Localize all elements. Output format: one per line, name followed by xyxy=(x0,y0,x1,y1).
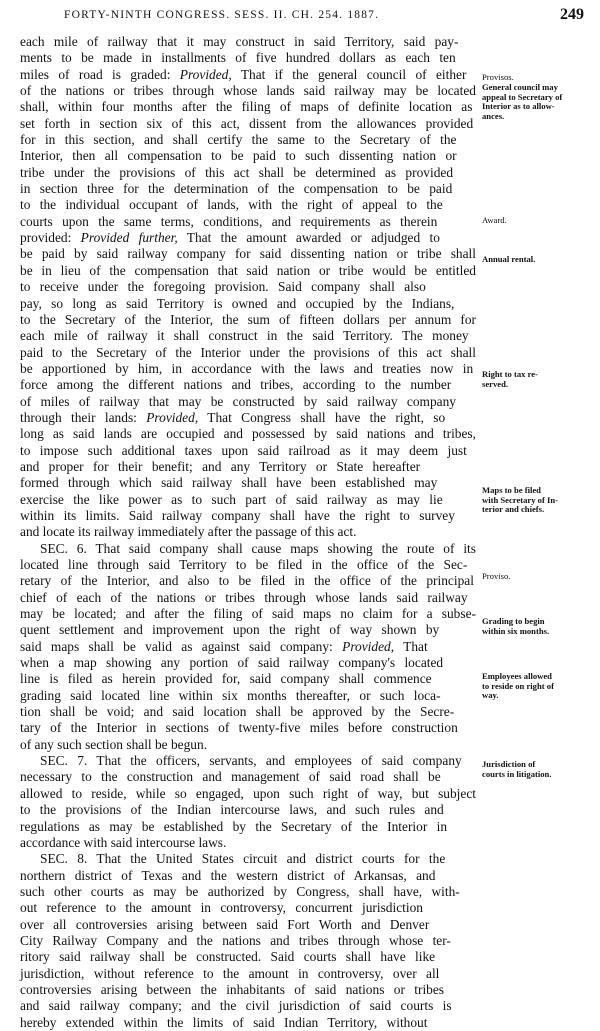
margin-note-line: Interior as to allow- xyxy=(482,101,555,112)
body-line: regulations as may be established by the Secretary of the Interior in xyxy=(20,818,448,834)
body-line: miles of road is graded: Provided, That if the general council of either xyxy=(20,66,467,82)
body-line: pay, so long as said Territory is owned and occupied by the Indians, xyxy=(20,295,455,311)
body-line: to receive under the foregoing provision. Said company shall also xyxy=(20,279,426,295)
margin-note-line: General council may xyxy=(482,82,558,92)
margin-note-jurisdiction-of-courts xyxy=(482,760,592,779)
margin-note-line: Right to tax re- xyxy=(482,369,538,379)
running-head: FORTY-NINTH CONGRESS. SESS. II. CH. 254. 1887. xyxy=(64,9,380,21)
body-line: of miles of railway that may be constructed by said railway company xyxy=(20,393,456,409)
margin-note-maps-to-be-filed xyxy=(482,486,592,515)
margin-note-line: Proviso. xyxy=(482,571,511,581)
body-line: tary of the Interior in sections of twenty-five miles before construction xyxy=(20,720,458,736)
body-line: when a map showing any portion of said railway company's located xyxy=(20,655,444,671)
margin-note-right-to-tax xyxy=(482,370,592,389)
margin-note-line: Employees allowed xyxy=(482,671,552,681)
body-line: to the provisions of the Indian intercourse laws, and such rules and xyxy=(20,802,444,818)
body-line: retary of the Interior, and also to be filed in the office of the principal xyxy=(20,573,474,589)
body-line: such other courts as may be authorized by Congress, shall have, with- xyxy=(20,883,460,899)
margin-note-general-council-appeal xyxy=(482,83,592,121)
margin-note-line: Provisos. xyxy=(482,72,514,82)
body-line: hereby extended within the limits of said Indian Territory, without xyxy=(20,1014,428,1030)
body-line: of the nations or tribes through whose lands said railway may be located xyxy=(20,83,476,99)
body-line: exercise the like power as to such part of said railway as may lie xyxy=(20,491,443,507)
body-line: to the Secretary of the Interior, the sum of fifteen dollars per annum for xyxy=(20,311,476,327)
body-line: and said railway company; and the civil jurisdiction of said courts is xyxy=(20,998,452,1014)
body-line: chief of each of the nations or tribes through whose lands said railway xyxy=(20,589,468,605)
body-line: accordance with said intercourse laws. xyxy=(20,834,227,850)
body-line: to impose such additional taxes upon said railroad as it may deem just xyxy=(20,442,467,458)
body-line: each mile of railway that it may construct in said Territory, said pay- xyxy=(20,34,459,49)
body-line: located line through said Territory to be filed in the office of the Sec- xyxy=(20,557,468,572)
margin-note-line: Maps to be filed xyxy=(482,485,541,495)
margin-note-line: terior and chiefs. xyxy=(482,504,545,515)
margin-note-line: Grading to begin xyxy=(482,616,545,626)
body-line: tribe under the provisions of this act shall be determined as provided xyxy=(20,164,454,180)
body-line: shall, within four months after the filing of maps of definite location as xyxy=(20,99,473,115)
body-line: paid to the Secretary of the Interior under the provisions of this act shall xyxy=(20,344,476,360)
body-line: for in this section, and shall certify the same to the Secretary of the xyxy=(20,132,457,148)
body-line: each mile of railway it shall construct in the said Territory. The money xyxy=(20,328,469,344)
body-line: be in lieu of the compensation that said nation or tribe would be entitled xyxy=(20,262,476,278)
body-line: may be located; and after the filing of said maps no claim for a subse- xyxy=(20,606,476,622)
body-line: over all controversies arising between said Fort Worth and Denver xyxy=(20,916,430,932)
margin-note-line: appeal to Secretary of xyxy=(482,91,563,102)
body-line: Interior, then all compensation to be paid to such dissenting nation or xyxy=(20,148,457,164)
body-line: out reference to the amount in controversy, concurrent jurisdiction xyxy=(20,900,423,916)
body-line: SEC. 8. That the United States circuit and district courts for the xyxy=(40,851,446,867)
page-number: 249 xyxy=(560,6,584,23)
margin-note-line: ances. xyxy=(482,110,505,121)
body-line: of any such section shall be begun. xyxy=(20,736,208,752)
body-line: courts upon the same terms, conditions, and requirements as therein xyxy=(20,213,438,229)
margin-note-line: within six months. xyxy=(482,625,550,636)
body-line: said maps shall be valid as against said company: Provided, That xyxy=(20,638,428,654)
body-line: and proper for their benefit; and any Territory or State hereafter xyxy=(20,458,421,474)
margin-note-line: way. xyxy=(482,690,499,701)
body-line: grading said located line within six months thereafter, or such loca- xyxy=(20,687,441,703)
margin-note-line: to reside on right of xyxy=(482,680,554,691)
statute-body-text xyxy=(20,34,476,1031)
margin-note-grading-to-begin xyxy=(482,617,592,636)
body-line: line is filed as herein provided for, said company shall commence xyxy=(20,671,432,687)
page-header xyxy=(0,0,600,28)
body-line: allowed to reside, while so engaged, upon such right of way, but subject xyxy=(20,785,476,801)
body-line: necessary to the construction and management of said road shall be xyxy=(20,769,441,785)
margin-note-line: Jurisdiction of xyxy=(482,759,536,769)
body-line: City Railway Company and the nations and tribes through whose ter- xyxy=(20,932,451,948)
body-line: to the individual occupant of lands, with the right of appeal to the xyxy=(20,197,443,213)
body-line: within its limits. Said railway company shall have the right to survey xyxy=(20,507,455,523)
body-line: quent settlement and improvement upon the right of way shown by xyxy=(20,622,440,638)
body-line: ments to be made in installments of five hundred dollars as each ten xyxy=(20,50,456,66)
body-line: be apportioned by him, in accordance with the laws and treaties now in xyxy=(20,360,474,376)
body-line: set forth in section six of this act, dissent from the allowances provided xyxy=(20,115,474,131)
body-line: be paid by said railway company for said dissenting nation or tribe shall xyxy=(20,246,476,262)
body-line: SEC. 6. That said company shall cause maps showing the route of its xyxy=(40,540,476,556)
margin-note-line: Award. xyxy=(482,215,507,225)
body-line: northern district of Texas and the western district of Arkansas, and xyxy=(20,867,436,883)
body-line: tion shall be void; and said location shall be approved by the Secre- xyxy=(20,704,455,720)
margin-note-annual-rental xyxy=(482,255,592,265)
body-line: jurisdiction, without reference to the amount in controversy, over all xyxy=(20,965,440,981)
body-line: long as said lands are occupied and possessed by said nations and tribes, xyxy=(20,426,476,442)
margin-note-line: served. xyxy=(482,378,509,389)
body-line: through their lands: Provided, That Congress shall have the right, so xyxy=(20,409,446,425)
margin-note-line: courts in litigation. xyxy=(482,768,552,779)
body-line: force among the different nations and tribes, according to the number xyxy=(20,377,452,393)
body-line: provided: Provided further, That the amount awarded or adjudged to xyxy=(20,230,440,246)
body-line: ritory said railway shall be constructed. Said courts shall have like xyxy=(20,949,436,965)
body-line: formed through which said railway shall have been established may xyxy=(20,475,438,491)
margin-note-award xyxy=(482,216,592,226)
body-line: SEC. 7. That the officers, servants, and employees of said company xyxy=(40,753,462,769)
margin-note-line: Annual rental. xyxy=(482,254,536,264)
body-line: controversies arising between the inhabitants of said nations or tribes xyxy=(20,981,445,997)
margin-note-employees-allowed xyxy=(482,672,592,701)
body-line: and locate its railway immediately after the passage of this act. xyxy=(20,524,357,540)
margin-note-proviso xyxy=(482,572,592,582)
margin-note-line: with Secretary of In- xyxy=(482,494,558,505)
body-line: in section three for the determination of the compensation to be paid xyxy=(20,181,453,197)
